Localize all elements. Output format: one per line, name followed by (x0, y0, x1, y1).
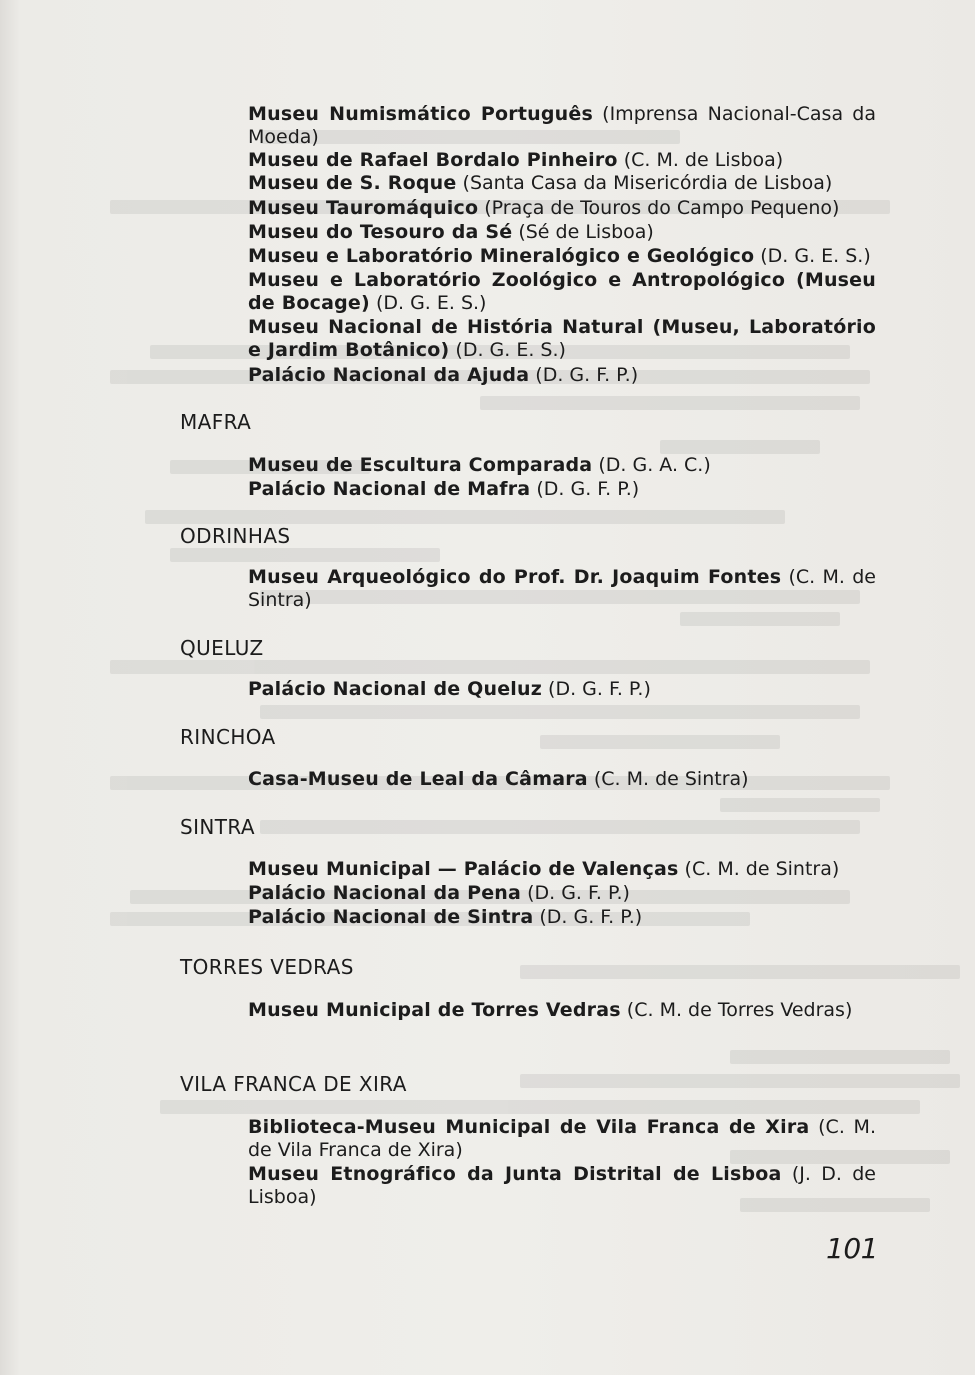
place-heading-vila-franca-de-xira: VILA FRANCA DE XIRA (180, 1072, 407, 1096)
museum-entry: Museu Etnográfico da Junta Distrital de Lisboa (J. D. de Lisboa) (248, 1163, 876, 1208)
museum-entry: Casa-Museu de Leal da Câmara (C. M. de Sintra) (248, 768, 749, 790)
museum-entry: Palácio Nacional da Ajuda (D. G. F. P.) (248, 364, 639, 386)
museum-entry: Museu de Rafael Bordalo Pinheiro (C. M. de Lisboa) (248, 149, 784, 171)
place-heading-queluz: QUELUZ (180, 636, 264, 660)
museum-entry: Biblioteca-Museu Municipal de Vila Franca de Xira (C. M. de Vila Franca de Xira) (248, 1116, 876, 1161)
museum-entry: Museu Tauromáquico (Praça de Touros do Campo Pequeno) (248, 197, 840, 219)
museum-entry: Palácio Nacional de Mafra (D. G. F. P.) (248, 478, 640, 500)
museum-entry: Palácio Nacional da Pena (D. G. F. P.) (248, 882, 630, 904)
museum-entry: Museu de S. Roque (Santa Casa da Misericórdia de Lisboa) (248, 172, 833, 194)
museum-entry: Museu Numismático Português (Imprensa Nacional-Casa da Moeda) (248, 103, 876, 148)
museum-entry: Palácio Nacional de Sintra (D. G. F. P.) (248, 906, 643, 928)
museum-entry: Museu de Escultura Comparada (D. G. A. C.) (248, 454, 711, 476)
museum-entry: Museu do Tesouro da Sé (Sé de Lisboa) (248, 221, 654, 243)
museum-entry: Museu e Laboratório Mineralógico e Geológico (D. G. E. S.) (248, 245, 871, 267)
museum-entry: Museu Municipal — Palácio de Valenças (C. M. de Sintra) (248, 858, 840, 880)
museum-entry: Museu Nacional de História Natural (Museu, Laboratório e Jardim Botânico) (D. G. E. S.) (248, 316, 876, 361)
museum-entry: Museu Municipal de Torres Vedras (C. M. de Torres Vedras) (248, 999, 853, 1021)
place-heading-mafra: MAFRA (180, 410, 252, 434)
page-number: 101 (826, 1232, 878, 1265)
museum-entry: Museu Arqueológico do Prof. Dr. Joaquim Fontes (C. M. de Sintra) (248, 566, 876, 611)
place-heading-rinchoa: RINCHOA (180, 725, 276, 749)
museum-entry: Museu e Laboratório Zoológico e Antropológico (Museu de Bocage) (D. G. E. S.) (248, 269, 876, 314)
place-heading-sintra: SINTRA (180, 815, 255, 839)
museum-entry: Palácio Nacional de Queluz (D. G. F. P.) (248, 678, 651, 700)
place-heading-torres-vedras: TORRES VEDRAS (180, 955, 354, 979)
place-heading-odrinhas: ODRINHAS (180, 524, 291, 548)
